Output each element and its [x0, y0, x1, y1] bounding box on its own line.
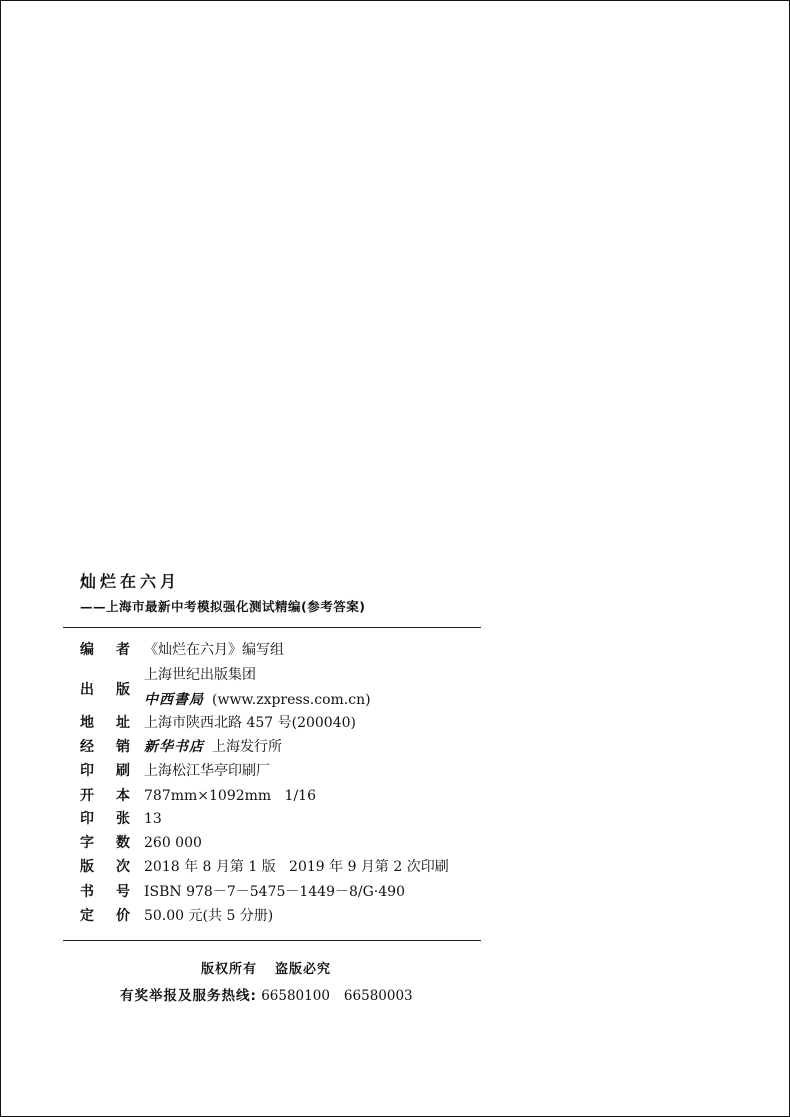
- edition-label: 版 次: [80, 859, 130, 875]
- hotline-label: 有奖举报及服务热线:: [120, 988, 257, 1004]
- editor-value: 《灿烂在六月》编写组: [144, 642, 284, 658]
- words-label: 字 数: [80, 835, 130, 851]
- distributor-value: 新华书店 上海发行所: [144, 739, 282, 755]
- format-value: 787mm×1092mm 1/16: [144, 788, 316, 804]
- isbn-label: 书 号: [80, 884, 130, 900]
- piracy-warning: 盗版必究: [275, 962, 332, 977]
- isbn-value: ISBN 978－7－5475－1449－8/G·490: [144, 884, 405, 900]
- book-title: 灿烂在六月: [80, 572, 181, 591]
- rights-notice: [201, 958, 331, 977]
- words-value: 260 000: [144, 835, 202, 851]
- book-subtitle: ——上海市最新中考模拟强化测试精编(参考答案): [80, 599, 366, 614]
- printer-label: 印 刷: [80, 763, 130, 779]
- publisher-line1: 上海世纪出版集团: [144, 667, 256, 683]
- editor-label: 编 者: [80, 642, 130, 658]
- sheets-label: 印 张: [80, 811, 130, 827]
- price-label: 定 价: [80, 908, 130, 924]
- address-label: 地 址: [80, 715, 130, 731]
- zhongxi-shuju-logo: 中西書局: [144, 692, 204, 708]
- xinhua-bookstore-logo: 新华书店: [144, 739, 204, 755]
- rights-reserved: 版权所有: [201, 962, 258, 977]
- sheets-value: 13: [144, 811, 162, 827]
- hotline-phone-1: 66580100: [261, 988, 330, 1004]
- hotline: [120, 984, 413, 1004]
- edition-value: 2018 年 8 月第 1 版 2019 年 9 月第 2 次印刷: [144, 859, 449, 875]
- price-value: 50.00 元(共 5 分册): [144, 908, 274, 924]
- publisher-url: (www.zxpress.com.cn): [212, 692, 371, 708]
- top-divider: [63, 627, 481, 628]
- publisher-line2: [144, 691, 371, 709]
- printer-value: 上海松江华亭印刷厂: [144, 763, 270, 779]
- format-label: 开 本: [80, 788, 130, 804]
- distributor-label: 经 销: [80, 739, 130, 755]
- publisher-label: 出 版: [80, 682, 130, 698]
- hotline-phone-2: 66580003: [343, 988, 413, 1004]
- address-value: 上海市陕西北路 457 号(200040): [144, 715, 356, 731]
- bottom-divider: [63, 940, 481, 941]
